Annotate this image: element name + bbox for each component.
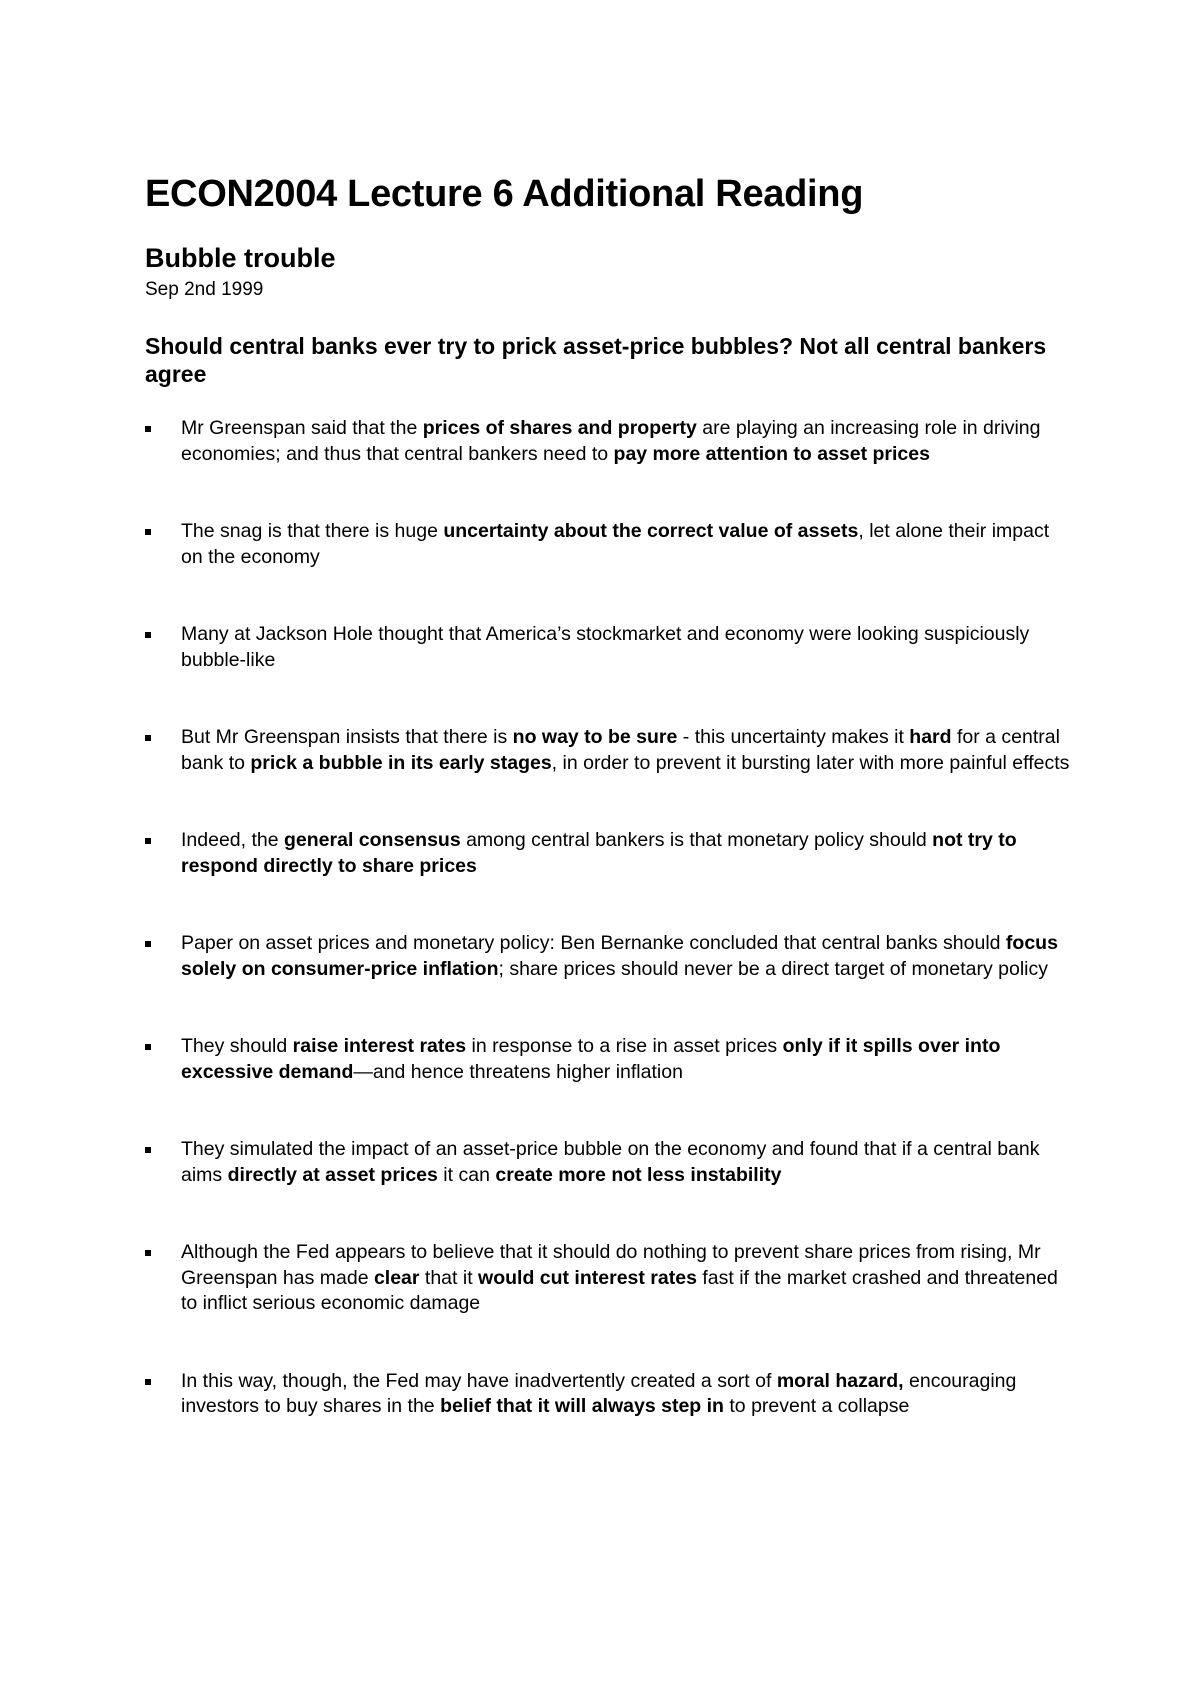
bullet-text	[181, 1035, 1000, 1083]
article-subheading: Should central banks ever try to prick asset-price bubbles? Not all central bankers agree	[145, 333, 1047, 387]
square-bullet-icon	[145, 941, 151, 947]
bullet-text	[181, 623, 1029, 671]
square-bullet-icon	[145, 1147, 151, 1153]
list-item	[145, 828, 1075, 879]
bullet-text	[181, 417, 1041, 465]
square-bullet-icon	[145, 1250, 151, 1256]
text: in response to a rise in asset prices	[466, 1035, 783, 1057]
bold-text: no way to be sure	[512, 726, 678, 748]
text: The snag is that there is huge	[181, 520, 444, 542]
square-bullet-icon	[145, 735, 151, 741]
document-title: ECON2004 Lecture 6 Additional Reading	[145, 173, 864, 215]
bold-text: prick a bubble in its early stages	[250, 751, 552, 774]
bullet-text	[181, 726, 1069, 774]
list-item	[145, 931, 1075, 982]
text: , in order to prevent it bursting later with more painful effects	[551, 751, 1070, 774]
list-item	[145, 1240, 1075, 1317]
bold-text: not try to respond directly to share prices	[181, 829, 1017, 877]
document-page	[145, 170, 1075, 1472]
article-date: Sep 2nd 1999	[145, 279, 264, 300]
bullet-text	[181, 829, 1017, 877]
bold-text: would cut interest rates	[478, 1266, 697, 1289]
list-item	[145, 416, 1075, 467]
text: Many at Jackson Hole thought that America’s stockmarket and economy were looking suspiciously bubble-like	[181, 623, 1030, 671]
text: that it	[419, 1266, 479, 1289]
bold-text: general consensus	[284, 829, 461, 851]
text: In this way, though, the Fed may have inadvertently created a sort of	[181, 1369, 777, 1392]
list-item	[145, 725, 1075, 776]
bullet-text	[181, 1241, 1058, 1314]
bold-text: hard	[909, 726, 952, 748]
bold-text: moral hazard,	[776, 1369, 904, 1392]
bullet-text	[181, 932, 1058, 980]
square-bullet-icon	[145, 838, 151, 844]
bold-text: pay more attention to asset prices	[613, 442, 930, 465]
square-bullet-icon	[145, 1044, 151, 1050]
text: Indeed, the	[181, 829, 285, 851]
text: for a central bank to	[181, 726, 1060, 774]
text: to prevent a collapse	[723, 1395, 910, 1417]
list-item	[145, 622, 1075, 673]
square-bullet-icon	[145, 1379, 151, 1385]
bold-text: prices of shares and property	[422, 417, 697, 439]
text: —and hence threatens higher inflation	[353, 1060, 683, 1083]
square-bullet-icon	[145, 426, 151, 432]
text: Paper on asset prices and monetary policy: Ben Bernanke concluded that central banks should	[181, 932, 1006, 954]
text: ; share prices should never be a direct target of monetary policy	[498, 957, 1049, 980]
bold-text: directly at asset prices	[227, 1163, 438, 1186]
bold-text: create more not less instability	[495, 1163, 782, 1186]
text: , let alone their impact on the economy	[181, 520, 1050, 568]
bullet-text	[181, 520, 1049, 568]
bold-text: only if it spills over into excessive demand	[181, 1035, 1001, 1083]
text: Mr Greenspan said that the	[181, 417, 423, 439]
text: are playing an increasing role in driving economies; and thus that central bankers need to	[181, 417, 1041, 465]
bold-text: clear	[373, 1266, 420, 1289]
text: Although the Fed appears to believe that it should do nothing to prevent share prices from rising, Mr Greenspan has made	[181, 1241, 1041, 1289]
bold-text: raise interest rates	[292, 1035, 467, 1057]
square-bullet-icon	[145, 529, 151, 535]
bold-text: belief that it will always step in	[440, 1395, 724, 1417]
bullet-text	[181, 1138, 1040, 1186]
text: it can	[437, 1163, 496, 1186]
bold-text: uncertainty about the correct value of assets	[443, 520, 859, 542]
text: encouraging investors to buy shares in the	[181, 1369, 1017, 1417]
text: But Mr Greenspan insists that there is	[181, 726, 513, 748]
list-item	[145, 519, 1075, 570]
square-bullet-icon	[145, 632, 151, 638]
bullet-text	[181, 1370, 1016, 1418]
text: among central bankers is that monetary policy should	[460, 829, 933, 851]
list-item	[145, 1034, 1075, 1085]
text: They should	[181, 1035, 293, 1057]
text: fast if the market crashed and threatened to inflict serious economic damage	[181, 1266, 1058, 1314]
list-item	[145, 1369, 1075, 1420]
bullet-list	[145, 416, 1075, 1420]
text: - this uncertainty makes it	[677, 726, 910, 748]
text: They simulated the impact of an asset-price bubble on the economy and found that if a central bank aims	[181, 1138, 1040, 1186]
article-title: Bubble trouble	[145, 243, 336, 273]
list-item	[145, 1137, 1075, 1188]
bold-text: focus solely on consumer-price inflation	[181, 932, 1058, 980]
